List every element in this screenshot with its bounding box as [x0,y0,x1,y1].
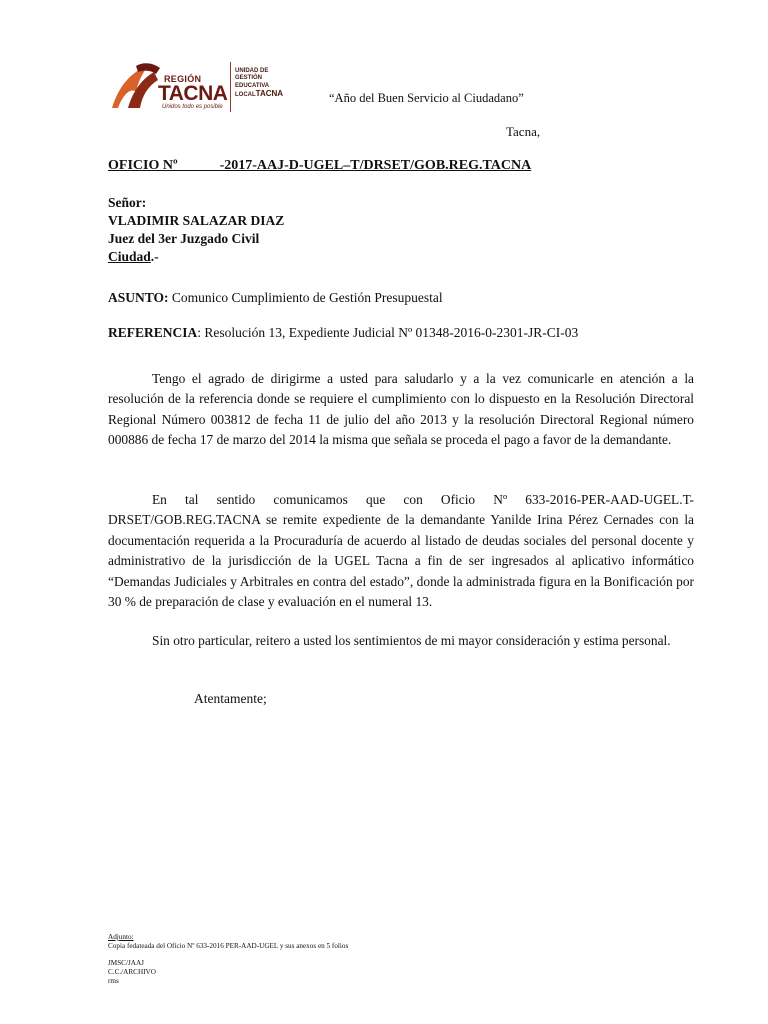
oficio-number [108,158,531,174]
logo-tacna-label: TACNA [158,82,228,105]
recipient-salutation: Señor: [108,195,147,210]
referencia-label: REFERENCIA [108,325,198,340]
recipient-name: VLADIMIR SALAZAR DIAZ [108,213,285,228]
year-motto: “Año del Buen Servicio al Ciudadano” [329,91,524,105]
logo-ugel-line: EDUCATIVA [235,82,270,89]
oficio-prefix: OFICIO Nº [108,158,178,173]
footer-ref: rms [108,977,119,985]
logo-ugel-tacna: TACNA [255,89,284,99]
asunto-label: ASUNTO: [108,290,169,305]
body-paragraph-2 [108,490,694,612]
logo-ugel-line [235,90,283,99]
referencia-line [108,325,578,341]
recipient-city-label: Ciudad [108,249,151,264]
body-paragraph-3 [108,631,694,651]
logo-ugel-block [235,68,283,100]
body-paragraph-2-text: En tal sentido comunicamos que con Oficio Nº 633-2016-PER-AAD-UGEL.T-DRSET/GOB.REG.TACNA se remite expediente de la demandante Yanilde Irina Pérez Cernades con la documentación requerida a la Procuraduría de acuerdo al listado de deudas sociales del personal docente y administrativo de la jurisdicción de la UGEL Tacna a fin de ser ingresados al aplicativo informático “Demandas Judiciales y Arbitrales en contra del estado”, donde la administrada figura en la Bonificación por 30 % de preparación de clase y evaluación en el numeral 13. [108,492,694,610]
footer-adjunto-text: Copia fedateada del Oficio Nº 633-2016 PER-AAD-UGEL y sus anexos en 5 folios [108,942,349,950]
recipient-block [108,194,284,266]
footer-cc: C.C./ARCHIVO [108,968,156,976]
city-date: Tacna, [506,124,541,139]
logo-ugel-line: UNIDAD DE [235,68,269,74]
closing-text: Atentamente; [194,691,267,706]
recipient-position: Juez del 3er Juzgado Civil [108,231,260,246]
logo-ugel-local: LOCAL [235,92,256,99]
asunto-line [108,290,443,306]
asunto-text: Comunico Cumplimiento de Gestión Presupuestal [168,290,443,305]
referencia-text: : Resolución 13, Expediente Judicial Nº 01348-2016-0-2301-JR-CI-03 [197,325,579,340]
logo-region-label: REGIÓN [164,74,202,84]
logo-tagline: Unidos todo es posible [162,104,223,110]
region-tacna-logo [108,58,298,116]
recipient-city-suffix: .- [150,249,159,264]
body-paragraph-1-text: Tengo el agrado de dirigirme a usted para saludarlo y a la vez comunicarle en atención a la resolución de la referencia donde se requiere el cumplimiento con lo dispuesto en la Resolución Directoral Regional Número 003812 de fecha 11 de julio del año 2013 y la resolución Directoral Regional número 000886 de fecha 17 de marzo del 2014 la misma que señala se proceda el pago a favor de la demandante. [108,371,694,448]
footer-adjunto-label: Adjunto: [108,933,134,941]
body-paragraph-3-text: Sin otro particular, reitero a usted los sentimientos de mi mayor consideración y estima personal. [152,633,671,648]
footer-initials: JMSC/JAAJ [108,959,144,967]
logo-ugel-line: GESTIÓN [235,75,263,82]
body-paragraph-1 [108,369,694,451]
footer-notes [108,933,348,986]
logo-divider [230,62,231,112]
recipient-city [108,248,284,266]
oficio-code: -2017-AAJ-D-UGEL–T/DRSET/GOB.REG.TACNA [219,158,532,173]
